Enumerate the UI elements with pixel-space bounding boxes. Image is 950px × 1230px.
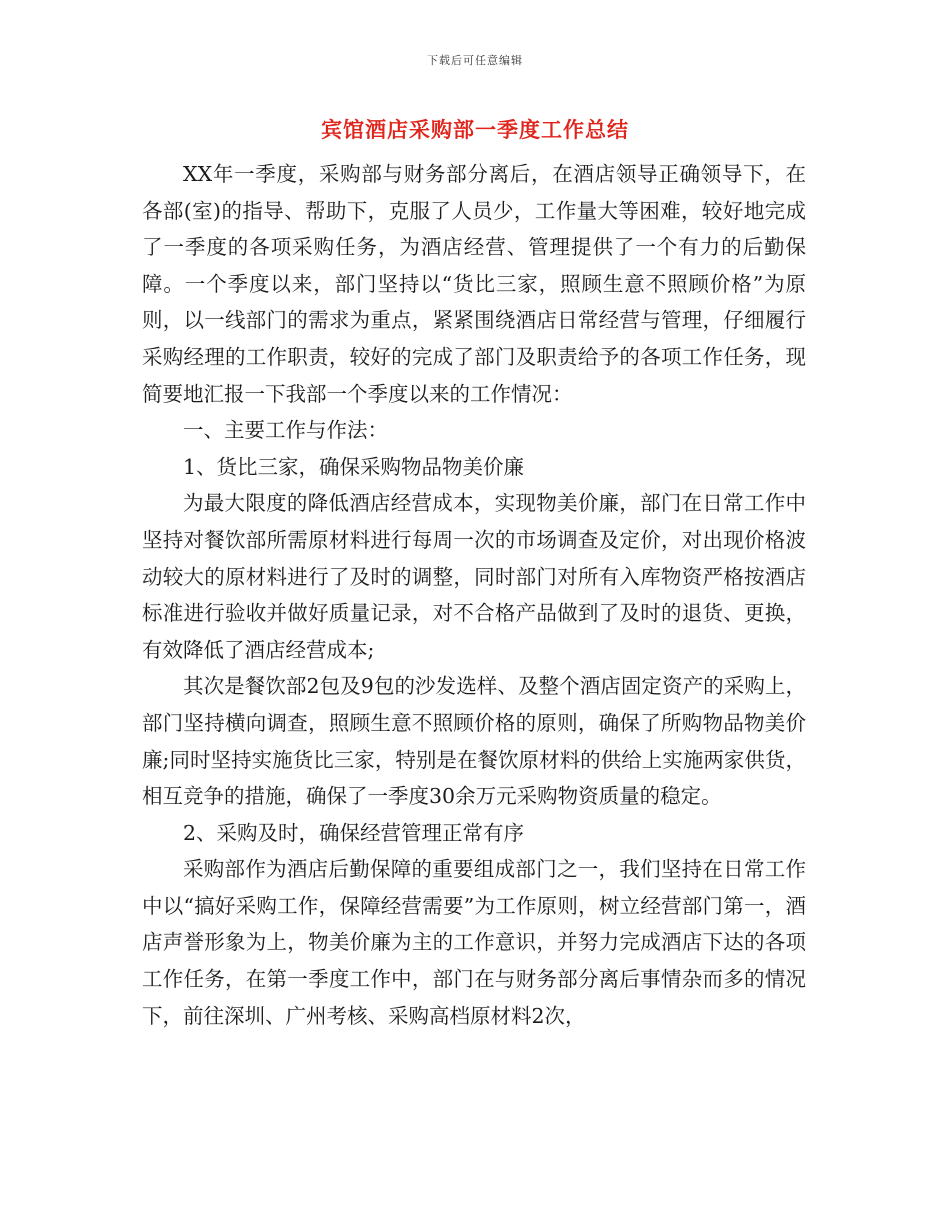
- document-title: 宾馆酒店采购部一季度工作总结: [321, 117, 629, 142]
- paragraph-intro: XX年一季度，采购部与财务部分离后，在酒店领导正确领导下，在各部(室)的指导、帮助下，克服了人员少，工作量大等困难，较好地完成了一季度的各项采购任务，为酒店经营、管理提供了一个有力的后勤保障。一个季度以来，部门坚持以“货比三家，照顾生意不照顾价格”为原则，以一线部门的需求为重点，紧紧围绕酒店日常经营与管理，仔细履行采购经理的工作职责，较好的完成了部门及职责给予的各项工作任务，现简要地汇报一下我部一个季度以来的工作情况：: [142, 162, 806, 406]
- paragraph-cost-reduction: 为最大限度的降低酒店经营成本，实现物美价廉，部门在日常工作中坚持对餐饮部所需原材料进行每周一次的市场调查及定价，对出现价格波动较大的原材料进行了及时的调整，同时部门对所有入库物资严格按酒店标准进行验收并做好质量记录，对不合格产品做到了及时的退货、更换，有效降低了酒店经营成本;: [142, 491, 806, 662]
- paragraph-logistics-support: 采购部作为酒店后勤保障的重要组成部门之一，我们坚持在日常工作中以“搞好采购工作，保障经营需要”为工作原则，树立经营部门第一，酒店声誉形象为上，物美价廉为主的工作意识，并努力完成酒店下达的各项工作任务，在第一季度工作中，部门在与财务部分离后事情杂而多的情况下，前往深圳、广州考核、采购高档原材料2次，: [142, 857, 806, 1028]
- header-note: 下载后可任意编辑: [427, 54, 523, 67]
- subheading-timely-procurement: 2、采购及时，确保经营管理正常有序: [183, 820, 525, 845]
- subheading-price-comparison: 1、货比三家，确保采购物品物美价廉: [183, 454, 525, 479]
- section-heading-main-work: 一、主要工作与作法：: [183, 418, 388, 443]
- paragraph-sofa-procurement: 其次是餐饮部2包及9包的沙发选样、及整个酒店固定资产的采购上，部门坚持横向调查，照顾生意不照顾价格的原则，确保了所购物品物美价廉;同时坚持实施货比三家，特别是在餐饮原材料的供给上实施两家供货，相互竞争的措施，确保了一季度30余万元采购物资质量的稳定。: [142, 674, 806, 809]
- document-body: [142, 156, 806, 1034]
